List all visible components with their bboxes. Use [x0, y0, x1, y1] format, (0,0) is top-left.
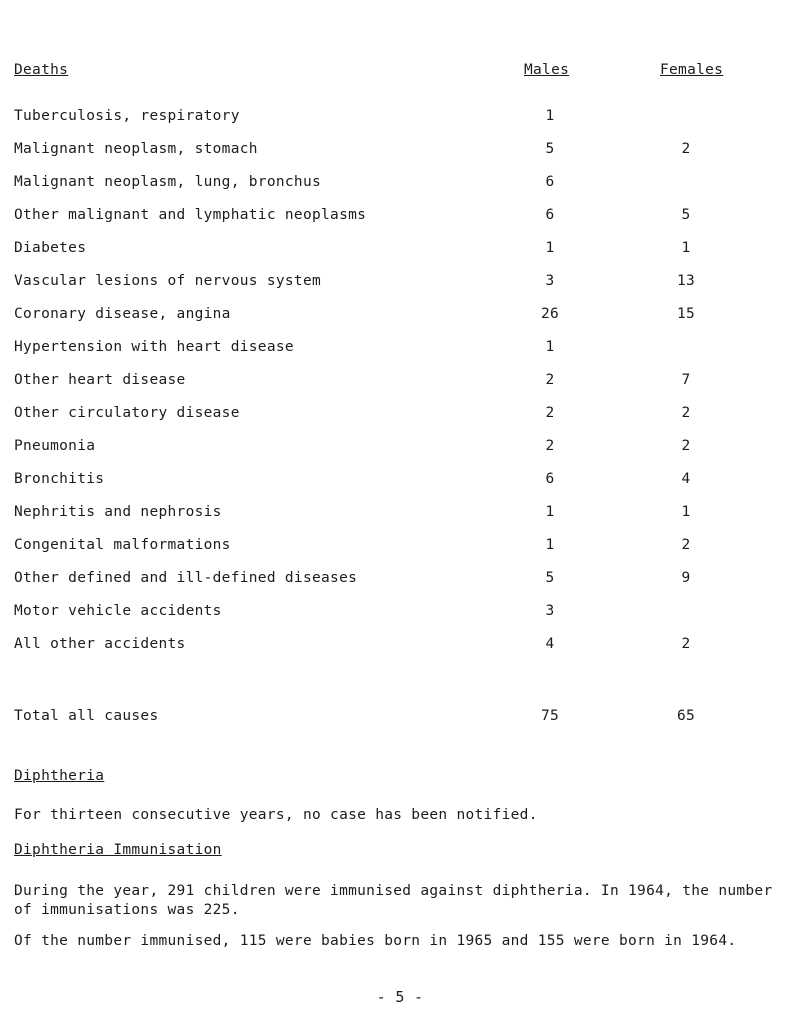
males-value: 4 [545, 636, 555, 652]
table-header [0, 62, 800, 86]
males-value: 3 [545, 273, 555, 289]
females-value: 2 [681, 438, 691, 454]
cause-label: Other heart disease [14, 372, 186, 388]
males-value: 5 [545, 141, 555, 157]
cause-label: Congenital malformations [14, 537, 231, 553]
males-value: 1 [545, 504, 555, 520]
females-value: 1 [681, 240, 691, 256]
females-column-header: Females [660, 62, 724, 78]
deaths-table [0, 108, 800, 669]
table-row [0, 339, 800, 372]
cause-label: Other defined and ill-defined diseases [14, 570, 358, 586]
females-value: 1 [681, 504, 691, 520]
males-value: 1 [545, 339, 555, 355]
total-females: 65 [676, 708, 696, 724]
table-row [0, 537, 800, 570]
females-value: 9 [681, 570, 691, 586]
table-row [0, 471, 800, 504]
table-row [0, 207, 800, 240]
cause-label: Other circulatory disease [14, 405, 240, 421]
immunisation-heading: Diphtheria Immunisation [14, 842, 222, 858]
cause-label: Malignant neoplasm, lung, bronchus [14, 174, 322, 190]
table-row [0, 240, 800, 273]
cause-label: Vascular lesions of nervous system [14, 273, 322, 289]
males-value: 2 [545, 405, 555, 421]
cause-label: Nephritis and nephrosis [14, 504, 222, 520]
table-row [0, 405, 800, 438]
cause-label: Bronchitis [14, 471, 105, 487]
diphtheria-heading: Diphtheria [14, 768, 105, 784]
males-value: 5 [545, 570, 555, 586]
deaths-heading: Deaths [14, 62, 69, 78]
females-value: 15 [676, 306, 696, 322]
males-value: 1 [545, 240, 555, 256]
cause-label: Hypertension with heart disease [14, 339, 294, 355]
females-value: 2 [681, 537, 691, 553]
males-value: 26 [540, 306, 560, 322]
cause-label: Tuberculosis, respiratory [14, 108, 240, 124]
table-row [0, 438, 800, 471]
females-value: 5 [681, 207, 691, 223]
cause-label: Malignant neoplasm, stomach [14, 141, 258, 157]
females-value: 4 [681, 471, 691, 487]
immunisation-paragraph-2: Of the number immunised, 115 were babies born in 1965 and 155 were born in 1964. [14, 933, 737, 949]
table-row [0, 273, 800, 306]
cause-label: Other malignant and lymphatic neoplasms [14, 207, 367, 223]
cause-label: Coronary disease, angina [14, 306, 231, 322]
males-value: 3 [545, 603, 555, 619]
table-row [0, 306, 800, 339]
males-value: 6 [545, 174, 555, 190]
immunisation-paragraph-1: During the year, 291 children were immunised against diphtheria. In 1964, the number of immunisations was 225. [14, 883, 773, 918]
table-row [0, 603, 800, 636]
total-label: Total all causes [14, 708, 159, 724]
page-number: - 5 - [376, 988, 424, 1006]
table-row [0, 174, 800, 207]
table-row [0, 141, 800, 174]
cause-label: Diabetes [14, 240, 87, 256]
table-row [0, 108, 800, 141]
males-column-header: Males [524, 62, 570, 78]
total-row [0, 708, 800, 732]
table-row [0, 372, 800, 405]
table-row [0, 504, 800, 537]
males-value: 1 [545, 537, 555, 553]
table-row [0, 570, 800, 603]
cause-label: Motor vehicle accidents [14, 603, 222, 619]
females-value: 2 [681, 636, 691, 652]
males-value: 6 [545, 207, 555, 223]
males-value: 6 [545, 471, 555, 487]
females-value: 7 [681, 372, 691, 388]
males-value: 2 [545, 438, 555, 454]
females-value: 2 [681, 405, 691, 421]
total-males: 75 [540, 708, 560, 724]
females-value: 2 [681, 141, 691, 157]
table-row [0, 636, 800, 669]
cause-label: All other accidents [14, 636, 186, 652]
males-value: 2 [545, 372, 555, 388]
females-value: 13 [676, 273, 696, 289]
males-value: 1 [545, 108, 555, 124]
cause-label: Pneumonia [14, 438, 96, 454]
diphtheria-text: For thirteen consecutive years, no case has been notified. [14, 807, 538, 823]
